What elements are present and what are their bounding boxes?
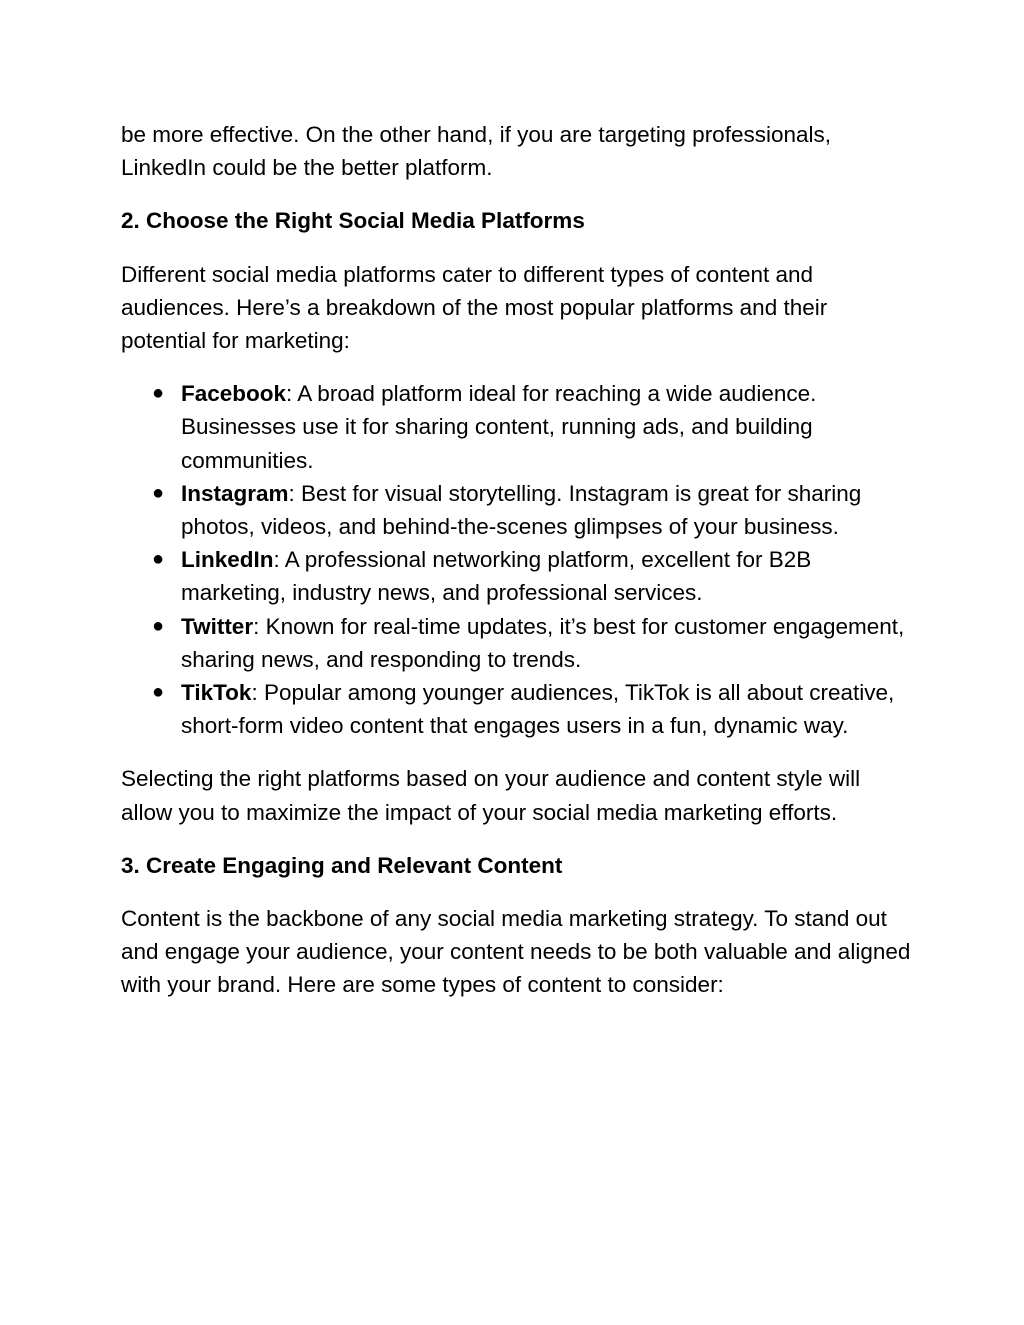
platform-name: Instagram [181,480,289,506]
platform-name: TikTok [181,680,252,706]
list-item-instagram [121,477,911,543]
list-item-linkedin [121,543,911,609]
list-item-tiktok [121,676,911,742]
document-body [121,118,911,1022]
intro-paragraph-tail: be more effective. On the other hand, if you are targeting professionals, LinkedIn could be the better platform. [121,122,832,181]
section-2-heading: 2. Choose the Right Social Media Platforms [121,208,585,234]
platform-description: : A broad platform ideal for reaching a wide audience. Businesses use it for sharing content, running ads, and building communities. [181,381,817,473]
platform-list [121,377,911,742]
bullet-icon: ● [152,614,165,637]
platform-description: : A professional networking platform, excellent for B2B marketing, industry news, and professional services. [181,547,812,606]
platform-description: : Best for visual storytelling. Instagram is great for sharing photos, videos, and behind-the-scenes glimpses of your business. [181,480,862,540]
bullet-icon: ● [152,681,165,704]
section-3-intro: Content is the backbone of any social media marketing strategy. To stand out and engage your audience, your content needs to be both valuable and aligned with your brand. Here are some types of content to consider: [121,906,911,998]
section-3-heading: 3. Create Engaging and Relevant Content [121,852,563,878]
platform-name: Twitter [181,613,254,639]
section-2-intro: Different social media platforms cater to different types of content and audiences. Here’s a breakdown of the most popular platforms and their potential for marketing: [121,261,828,354]
platform-name: LinkedIn [181,547,274,573]
platform-description: : Known for real-time updates, it’s best for customer engagement, sharing news, and responding to trends. [181,613,905,672]
list-item-twitter [121,610,911,676]
bullet-icon: ● [152,382,165,405]
platform-description: : Popular among younger audiences, TikTok is all about creative, short-form video content that engages users in a fun, dynamic way. [181,680,895,739]
bullet-icon: ● [152,481,165,504]
bullet-icon: ● [152,548,165,571]
section-2-conclusion: Selecting the right platforms based on your audience and content style will allow you to maximize the impact of your social media marketing efforts. [121,766,861,825]
list-item-facebook [121,377,911,477]
platform-name: Facebook [181,381,287,407]
